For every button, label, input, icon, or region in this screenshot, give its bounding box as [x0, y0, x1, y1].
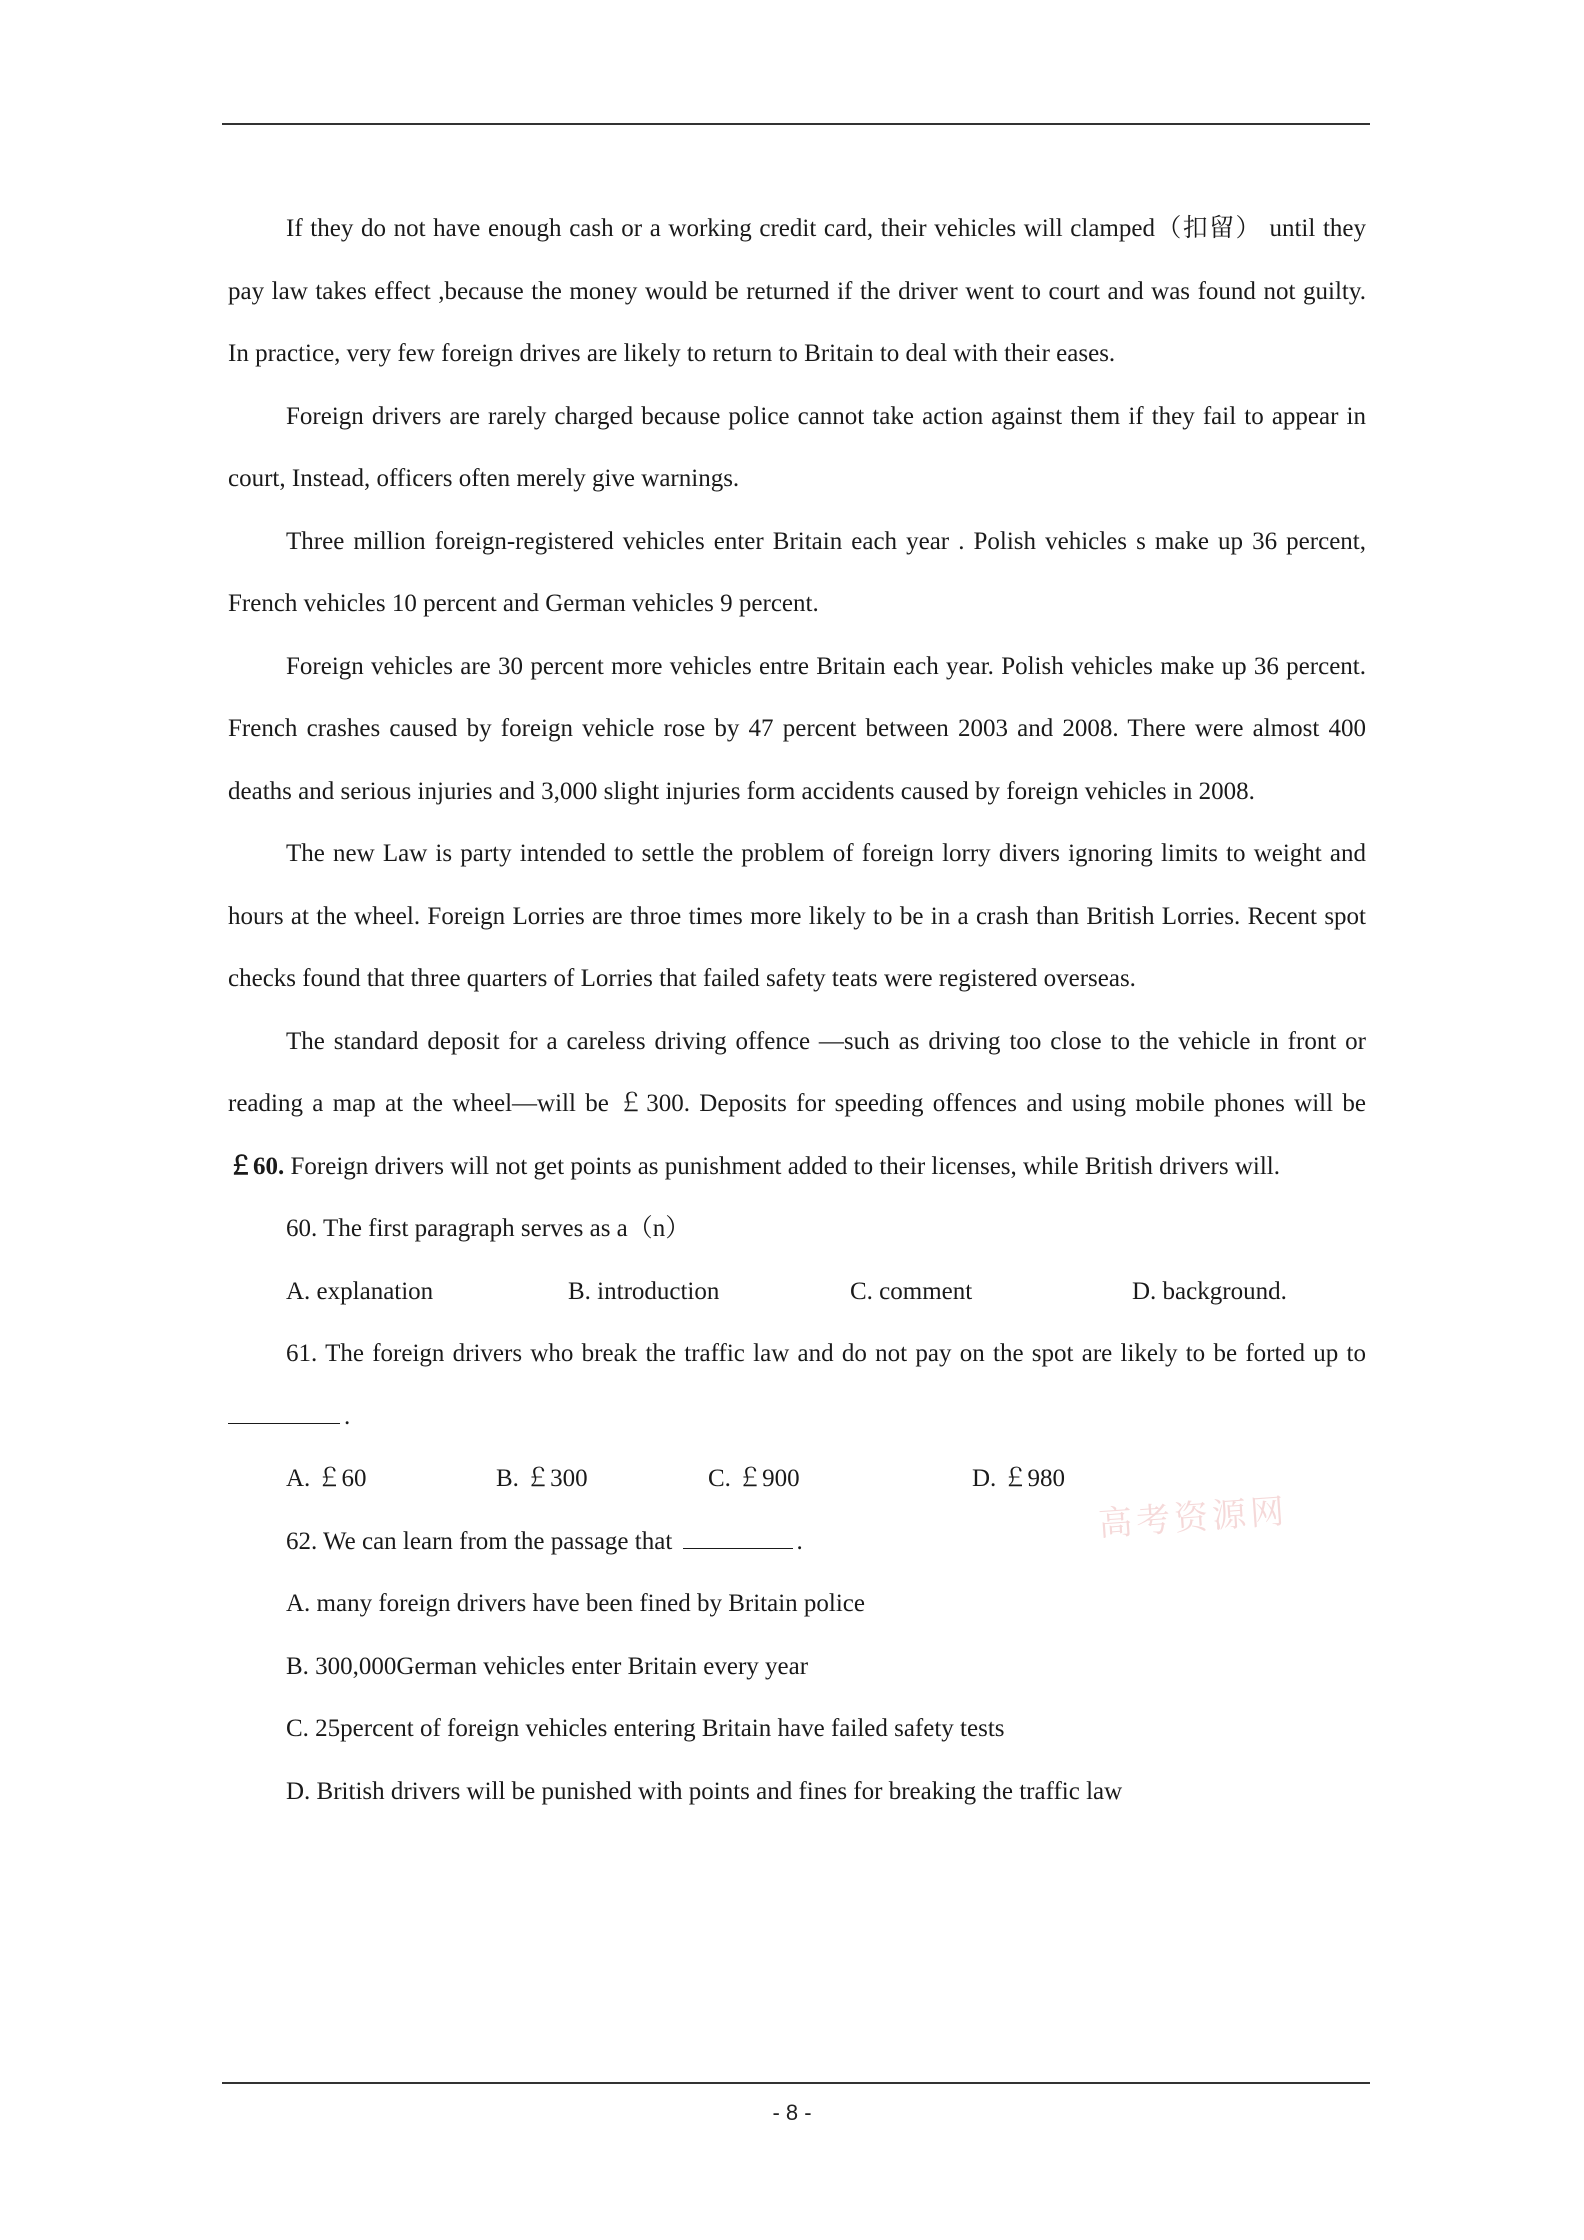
- question-60-option-a: A. explanation: [286, 1277, 434, 1305]
- question-62-option-c: C. 25percent of foreign vehicles entering Britain have failed safety tests: [286, 1715, 1005, 1742]
- question-61-answer-blank: [228, 1403, 340, 1424]
- question-62-stem-text: 62. We can learn from the passage that: [286, 1527, 673, 1555]
- question-61-stem: [228, 1323, 1366, 1448]
- passage-paragraph-3: Three million foreign-registered vehicles enter Britain each year . Polish vehicles s make up 36 percent, French vehicles 10 percent and German vehicles 9 percent.: [228, 527, 1366, 617]
- passage-paragraph-2: Foreign drivers are rarely charged because police cannot take action against them if they fail to appear in court, Instead, officers often merely give warnings.: [228, 402, 1366, 492]
- page-number: - 8 -: [772, 2100, 812, 2125]
- question-60-option-b: B. introduction: [568, 1277, 720, 1305]
- passage-paragraph-1: If they do not have enough cash or a working credit card, their vehicles will clamped（扣留） until they pay law takes effect ,because the money would be returned if the driver went to court and was found not guilty. In practice, very few foreign drives are likely to return to Britain to deal with their eases.: [228, 215, 1366, 367]
- passage-paragraph-4: Foreign vehicles are 30 percent more vehicles entre Britain each year. Polish vehicles make up 36 percent. French crashes caused by foreign vehicle rose by 47 percent between 2003 and 2008. There were almost 400 deaths and serious injuries and 3,000 slight injuries form accidents caused by foreign vehicles in 2008.: [228, 652, 1366, 805]
- question-62-option-a: A. many foreign drivers have been fined by Britain police: [286, 1590, 865, 1617]
- question-61-stem-end: .: [344, 1402, 351, 1430]
- question-61-option-a: A. ￡60: [286, 1465, 367, 1492]
- footer-rule: [222, 2082, 1370, 2084]
- question-60-option-d: D. background.: [1132, 1277, 1287, 1305]
- passage-paragraph-6-bold: ￡60.: [228, 1152, 285, 1180]
- question-62-stem-end: .: [796, 1527, 803, 1555]
- question-60-options: [228, 1261, 1366, 1324]
- watermark-stamp: 高考资源网: [1097, 1491, 1290, 1545]
- question-61-option-d: D. ￡980: [972, 1465, 1066, 1492]
- question-61-option-b: B. ￡300: [496, 1465, 588, 1492]
- passage-paragraph-6-part1: The standard deposit for a careless driving offence —such as driving too close to the vehicle in front or reading a map at the wheel—will be ￡300. Deposits for speeding offences and using mobile phones will be: [228, 1027, 1366, 1117]
- question-61-option-c: C. ￡900: [708, 1465, 800, 1492]
- question-62-option-d: D. British drivers will be punished with points and fines for breaking the traffic law: [286, 1777, 1123, 1805]
- page-content: [228, 198, 1366, 1823]
- question-62-option-b: B. 300,000German vehicles enter Britain every year: [286, 1652, 809, 1680]
- question-62-answer-blank: [683, 1528, 793, 1549]
- passage-paragraph-5: The new Law is party intended to settle the problem of foreign lorry divers ignoring limits to weight and hours at the wheel. Foreign Lorries are throe times more likely to be in a crash than British Lorries. Recent spot checks found that three quarters of Lorries that failed safety teats were registered overseas.: [228, 840, 1366, 992]
- question-60-stem: 60. The first paragraph serves as a（n）: [286, 1215, 691, 1242]
- header-rule: [222, 123, 1370, 125]
- passage-paragraph-6-part2: Foreign drivers will not get points as punishment added to their licenses, while British drivers will.: [284, 1152, 1280, 1180]
- passage-paragraph-6: [228, 1011, 1366, 1199]
- question-61-stem-text: 61. The foreign drivers who break the traffic law and do not pay on the spot are likely to be forted up to: [286, 1340, 1366, 1367]
- question-60-option-c: C. comment: [850, 1277, 973, 1305]
